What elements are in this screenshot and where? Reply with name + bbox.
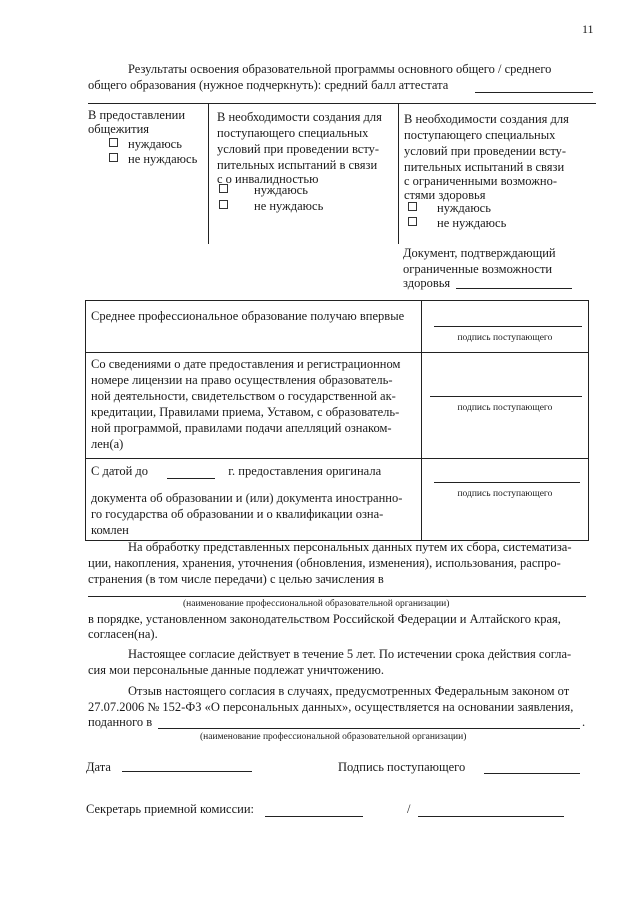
- special-option-not[interactable]: не нуждаюсь: [219, 199, 323, 214]
- row2-line: лен(а): [91, 437, 124, 451]
- gpa-field[interactable]: [475, 92, 593, 93]
- organization-field-2[interactable]: [158, 728, 580, 729]
- health-line-3: условий при проведении всту-: [404, 144, 567, 158]
- checkbox-icon[interactable]: [408, 217, 417, 226]
- date-field[interactable]: [167, 478, 215, 479]
- consent-p1-line: На обработку представленных персональных данных путем их сбора, систематиза-: [128, 540, 572, 554]
- special-line-5: с о инвалидностью: [217, 172, 319, 186]
- health-doc-1: Документ, подтверждающий: [403, 246, 556, 260]
- checkbox-icon[interactable]: [109, 153, 118, 162]
- consent-p2-line: в порядке, установленном законодательством Российской Федерации и Алтайского края,: [88, 612, 561, 626]
- section-top-rule: [88, 103, 596, 104]
- consent-p1-line: ции, накопления, хранения, уточнения (обновления, изменения), использования, распро-: [88, 556, 561, 570]
- consent-p4-line: Отзыв настоящего согласия в случаях, предусмотренных Федеральным законом от: [128, 684, 570, 698]
- dorm-option-not[interactable]: не нуждаюсь: [109, 152, 197, 167]
- table-row: [86, 353, 589, 459]
- special-line-2: поступающего специальных: [217, 126, 369, 140]
- secretary-signature-line[interactable]: [265, 816, 363, 817]
- row2-line: ной деятельности, свидетельством о государственной ак-: [91, 389, 396, 403]
- applicant-signature-label: Подпись поступающего: [338, 760, 466, 774]
- signature-line[interactable]: [430, 396, 582, 397]
- health-line-1: В необходимости создания для: [404, 112, 569, 126]
- table-row: [86, 301, 589, 353]
- column-divider-2: [398, 104, 399, 244]
- column-divider-1: [208, 104, 209, 244]
- checkbox-icon[interactable]: [408, 202, 417, 211]
- consent-p1-line: странения (в том числе передачи) с целью зачисления в: [88, 572, 384, 586]
- period: .: [582, 715, 586, 729]
- signature-line[interactable]: [434, 482, 580, 483]
- health-option-need[interactable]: нуждаюсь: [408, 201, 491, 216]
- secretary-label: Секретарь приемной комиссии:: [86, 802, 254, 816]
- row3-first-line: С датой до г. предоставления оригинала: [91, 464, 382, 478]
- health-line-6: стями здоровья: [404, 188, 486, 202]
- signature-cell[interactable]: [421, 353, 588, 459]
- organization-caption: (наименование профессиональной образовательной организации): [183, 599, 450, 609]
- health-line-2: поступающего специальных: [404, 128, 556, 142]
- checkbox-icon[interactable]: [219, 200, 228, 209]
- signature-caption: подпись поступающего: [457, 489, 553, 499]
- page-number: 11: [582, 22, 594, 36]
- row2-line: Со сведениями о дате предоставления и регистрационном: [91, 357, 401, 371]
- row3-line: комлен: [91, 523, 129, 537]
- signature-caption: подпись поступающего: [457, 403, 553, 413]
- special-line-3: условий при проведении всту-: [217, 142, 380, 156]
- row2-line: кредитации, Правилами приема, Уставом, с образователь-: [91, 405, 400, 419]
- checkbox-icon[interactable]: [219, 184, 228, 193]
- special-line-1: В необходимости создания для: [217, 110, 382, 124]
- date-input-line[interactable]: [122, 771, 252, 772]
- checkbox-icon[interactable]: [109, 138, 118, 147]
- secretary-name-line[interactable]: [418, 816, 564, 817]
- dorm-option-need[interactable]: нуждаюсь: [109, 137, 182, 152]
- table-cell: [86, 353, 422, 459]
- signature-cell[interactable]: [421, 459, 588, 541]
- row2-line: ной программой, правилами подачи апелляций ознаком-: [91, 421, 392, 435]
- consent-p4-line: поданного в: [88, 715, 153, 729]
- health-option-not[interactable]: не нуждаюсь: [408, 216, 506, 231]
- row3-line: го государства об образовании и о квалификации озна-: [91, 507, 384, 521]
- agreement-table: [85, 300, 589, 541]
- consent-p3-line: Настоящее согласие действует в течение 5 лет. По истечении срока действия согла-: [128, 647, 572, 661]
- consent-p3-line: сия мои персональные данные подлежат уничтожению.: [88, 663, 384, 677]
- date-label: Дата: [86, 760, 111, 774]
- health-doc-2: ограниченные возможности: [403, 262, 553, 276]
- consent-p2-line: согласен(на).: [88, 627, 158, 641]
- dorm-title-2: общежития: [88, 122, 150, 136]
- row1-text: Среднее профессиональное образование получаю впервые: [91, 309, 405, 323]
- health-line-5: с ограниченными возможно-: [404, 174, 557, 188]
- consent-p4-line: 27.07.2006 № 152-ФЗ «О персональных данных», осуществляется на основании заявления,: [88, 700, 574, 714]
- row3-line: документа об образовании и (или) документа иностранно-: [91, 491, 403, 505]
- table-row: [86, 459, 589, 541]
- special-line-4: пительных испытаний в связи: [217, 158, 378, 172]
- results-line-2: общего образования (нужное подчеркнуть): средний балл аттестата: [88, 78, 449, 92]
- table-cell: [86, 301, 422, 353]
- health-doc-field[interactable]: [456, 288, 572, 289]
- row2-line: номере лицензии на право осуществления образователь-: [91, 373, 393, 387]
- organization-field[interactable]: [88, 596, 586, 597]
- results-line-1: Результаты освоения образовательной программы основного общего / среднего: [128, 62, 552, 76]
- organization-caption-2: (наименование профессиональной образовательной организации): [200, 732, 467, 742]
- signature-cell[interactable]: [421, 301, 588, 353]
- dorm-title-1: В предоставлении: [88, 108, 186, 122]
- special-option-need[interactable]: нуждаюсь: [219, 183, 308, 198]
- applicant-signature-line[interactable]: [484, 773, 580, 774]
- table-cell: [86, 459, 422, 541]
- signature-line[interactable]: [434, 326, 582, 327]
- health-line-4: пительных испытаний в связи: [404, 160, 565, 174]
- health-doc-3: здоровья: [403, 276, 451, 290]
- slash-separator: /: [407, 802, 411, 816]
- signature-caption: подпись поступающего: [457, 333, 553, 343]
